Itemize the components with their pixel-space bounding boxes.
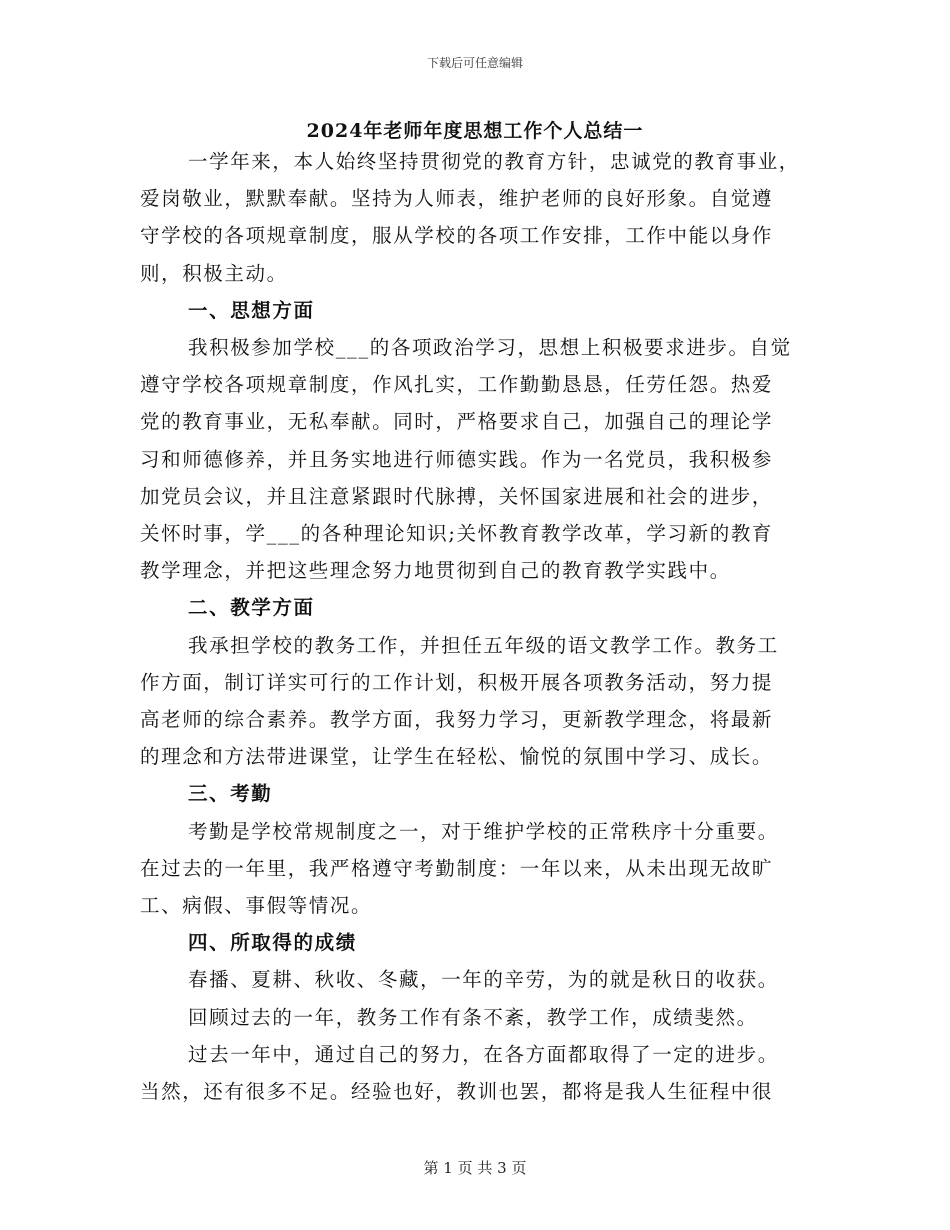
paragraph-line: 我积极参加学校___的各项政治学习，思想上积极要求进步。自觉 bbox=[188, 336, 792, 360]
paragraph-line: 考勤是学校常规制度之一，对于维护学校的正常秩序十分重要。 bbox=[188, 819, 779, 843]
paragraph-line: 加党员会议，并且注意紧跟时代脉搏，关怀国家进展和社会的进步， bbox=[140, 484, 774, 508]
page-header-note: 下载后可任意编辑 bbox=[426, 56, 523, 70]
section-heading-attendance: 三、考勤 bbox=[188, 782, 273, 806]
page-footer: 第 1 页 共 3 页 bbox=[423, 1159, 527, 1177]
paragraph-line: 春播、夏耕、秋收、冬藏，一年的辛劳，为的就是秋日的收获。 bbox=[188, 968, 779, 992]
paragraph-line: 党的教育事业，无私奉献。同时，严格要求自己，加强自己的理论学 bbox=[140, 410, 774, 434]
paragraph-line: 高老师的综合素养。教学方面，我努力学习，更新教学理念，将最新 bbox=[140, 708, 774, 732]
paragraph-line: 的理念和方法带进课堂，让学生在轻松、愉悦的氛围中学习、成长。 bbox=[140, 745, 774, 769]
paragraph-line: 回顾过去的一年，教务工作有条不紊，教学工作，成绩斐然。 bbox=[188, 1005, 758, 1029]
paragraph-line: 在过去的一年里，我严格遵守考勤制度：一年以来，从未出现无故旷 bbox=[140, 856, 774, 880]
section-heading-teaching: 二、教学方面 bbox=[188, 596, 315, 620]
paragraph-line: 工、病假、事假等情况。 bbox=[140, 894, 373, 918]
paragraph-line: 遵守学校各项规章制度，作风扎实，工作勤勤恳恳，任劳任怨。热爱 bbox=[140, 373, 774, 397]
paragraph-line: 爱岗敬业，默默奉献。坚持为人师表，维护老师的良好形象。自觉遵 bbox=[140, 187, 774, 211]
document-title: 2024年老师年度思想工作个人总结一 bbox=[306, 120, 644, 142]
paragraph-line: 则，积极主动。 bbox=[140, 261, 288, 285]
paragraph-line: 我承担学校的教务工作，并担任五年级的语文教学工作。教务工 bbox=[188, 633, 779, 657]
paragraph-line: 关怀时事，学___的各种理论知识;关怀教育教学改革，学习新的教育 bbox=[140, 522, 774, 546]
paragraph-line: 习和师德修养，并且务实地进行师德实践。作为一名党员，我积极参 bbox=[140, 447, 774, 471]
paragraph-line: 当然，还有很多不足。经验也好，教训也罢，都将是我人生征程中很 bbox=[140, 1080, 774, 1104]
section-heading-thought: 一、思想方面 bbox=[188, 298, 315, 322]
paragraph-line: 作方面，制订详实可行的工作计划，积极开展各项教务活动，努力提 bbox=[140, 670, 774, 694]
paragraph-line: 教学理念，并把这些理念努力地贯彻到自己的教育教学实践中。 bbox=[140, 559, 731, 583]
paragraph-line: 过去一年中，通过自己的努力，在各方面都取得了一定的进步。 bbox=[188, 1042, 779, 1066]
paragraph-line: 守学校的各项规章制度，服从学校的各项工作安排，工作中能以身作 bbox=[140, 224, 774, 248]
document-body bbox=[140, 143, 810, 1110]
paragraph-line: 一学年来，本人始终坚持贯彻党的教育方针，忠诚党的教育事业， bbox=[188, 150, 800, 173]
section-heading-achievements: 四、所取得的成绩 bbox=[188, 931, 357, 955]
